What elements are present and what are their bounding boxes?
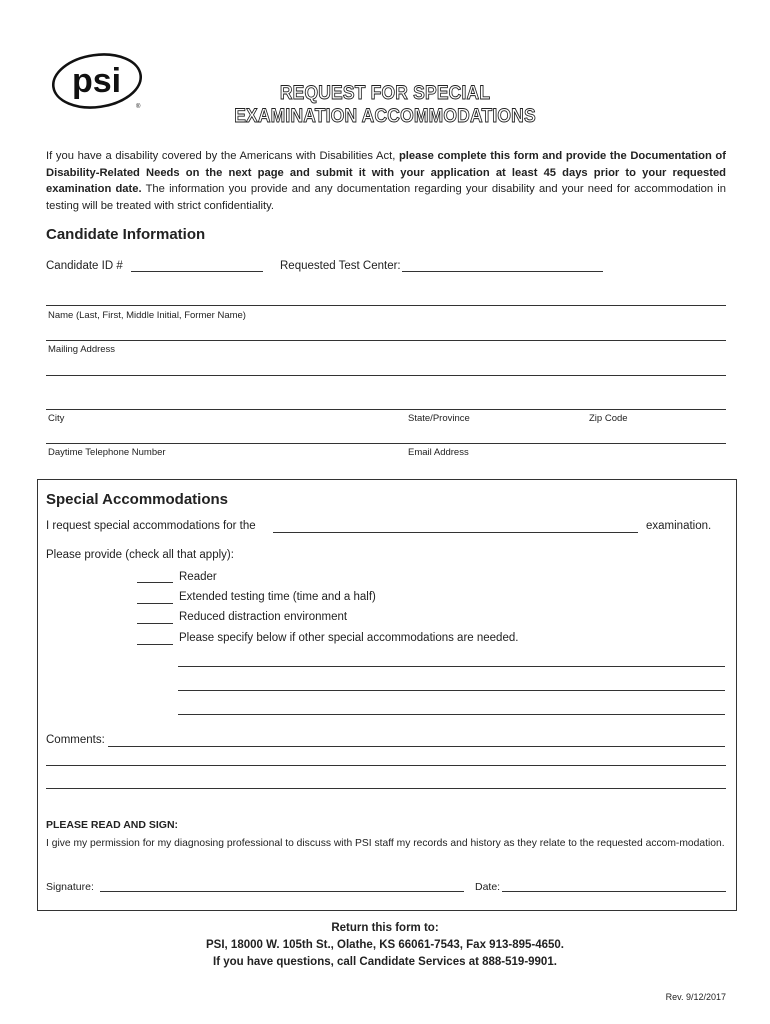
city-state-zip-field[interactable]: [46, 409, 726, 410]
page-title: [215, 82, 555, 128]
return-address: [160, 920, 610, 971]
test-center-field[interactable]: [402, 271, 603, 272]
date-field[interactable]: [502, 891, 726, 892]
special-accommodations-heading: Special Accommodations: [46, 491, 228, 508]
mailing-address-label: Mailing Address: [48, 344, 116, 355]
comments-label: Comments:: [46, 734, 105, 746]
footer-line-1: Return this form to:: [331, 922, 439, 934]
examination-name-field[interactable]: [273, 532, 638, 533]
option-reader: Reader: [179, 571, 217, 583]
request-suffix: examination.: [646, 520, 712, 532]
phone-email-field[interactable]: [46, 443, 726, 444]
other-accommodations-checkbox[interactable]: [137, 644, 173, 645]
candidate-id-label: Candidate ID #: [46, 260, 123, 272]
zip-label: Zip Code: [589, 413, 628, 424]
option-reduced-distraction: Reduced distraction environment: [179, 611, 348, 623]
footer-line-2: PSI, 18000 W. 105th St., Olathe, KS 66061-7543, Fax 913-895-4650.: [206, 939, 564, 951]
svg-text:®: ®: [136, 104, 141, 110]
city-label: City: [48, 413, 65, 424]
revision-date: Rev. 9/12/2017: [665, 992, 726, 1002]
check-instruction: Please provide (check all that apply):: [46, 549, 234, 561]
state-label: State/Province: [408, 413, 470, 424]
comments-line-2[interactable]: [46, 765, 726, 766]
mailing-address-field-2[interactable]: [46, 375, 726, 376]
date-label: Date:: [475, 881, 501, 893]
footer-line-3: If you have questions, call Candidate Services at 888-519-9901.: [213, 956, 557, 968]
mailing-address-field[interactable]: [46, 340, 726, 341]
comments-line-3[interactable]: [46, 788, 726, 789]
title-line-2: EXAMINATION ACCOMMODATIONS: [234, 106, 536, 127]
request-prefix: I request special accommodations for the: [46, 520, 256, 532]
signature-label: Signature:: [46, 881, 94, 893]
extended-time-checkbox[interactable]: [137, 603, 173, 604]
name-label: Name (Last, First, Middle Initial, Former Name): [48, 310, 246, 321]
reduced-distraction-checkbox[interactable]: [137, 623, 173, 624]
title-line-1: REQUEST FOR SPECIAL: [279, 83, 491, 104]
option-extended-time: Extended testing time (time and a half): [179, 591, 376, 603]
test-center-label: Requested Test Center:: [280, 260, 401, 272]
other-specify-line-2[interactable]: [178, 690, 725, 691]
other-specify-line-1[interactable]: [178, 666, 725, 667]
candidate-info-heading: Candidate Information: [46, 226, 206, 243]
name-field[interactable]: [46, 305, 726, 306]
reader-checkbox[interactable]: [137, 582, 173, 583]
comments-line-1[interactable]: [108, 746, 725, 747]
phone-label: Daytime Telephone Number: [48, 447, 166, 458]
intro-paragraph: If you have a disability covered by the Americans with Disabilities Act, please complete this form and provide the Documentation of Disability-Related Needs on the next page and submit it with your application at least 45 days prior to your requested examination date. The information you provide and any documentation regarding your disability and your need for accommodation in testing will be treated with strict confidentiality.: [46, 150, 726, 212]
other-specify-line-3[interactable]: [178, 714, 725, 715]
permission-text: I give my permission for my diagnosing professional to discuss with PSI staff my records and history as they relate to the requested accom-modation.: [46, 838, 725, 849]
logo-text: psi: [72, 62, 122, 100]
sign-heading: PLEASE READ AND SIGN:: [46, 819, 179, 831]
email-label: Email Address: [408, 447, 469, 458]
candidate-id-field[interactable]: [131, 271, 263, 272]
option-other: Please specify below if other special accommodations are needed.: [179, 632, 519, 644]
psi-logo: [50, 52, 148, 114]
signature-field[interactable]: [100, 891, 464, 892]
